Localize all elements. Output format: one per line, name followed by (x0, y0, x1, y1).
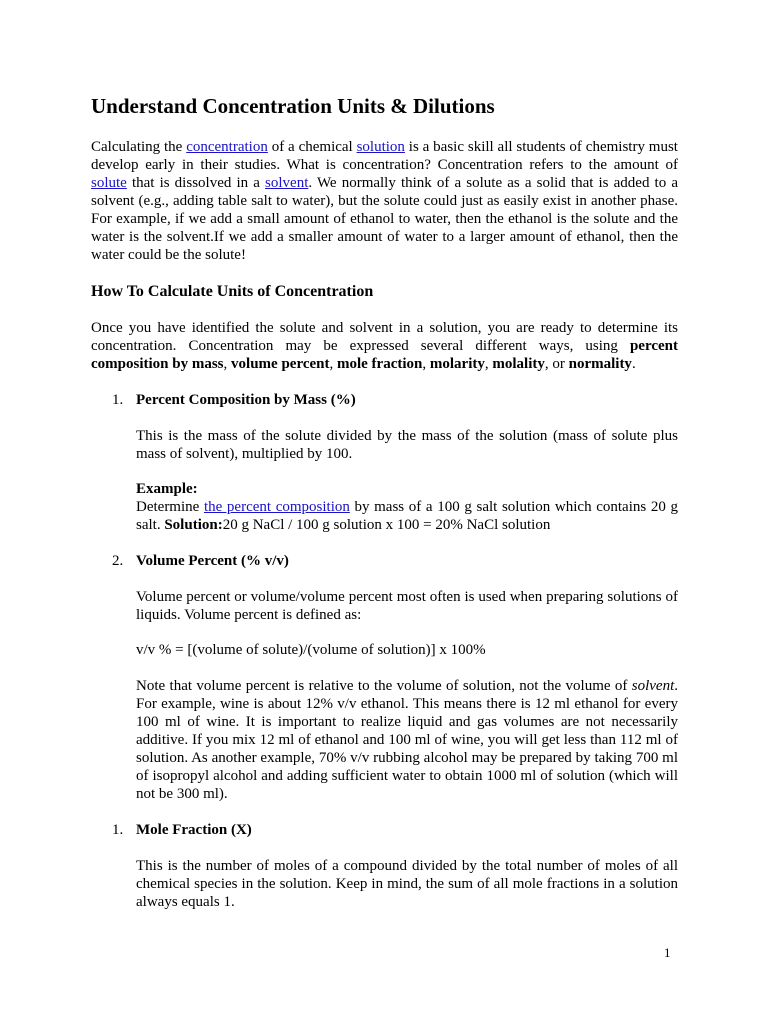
percent-composition-link[interactable]: the percent composition (203, 499, 350, 515)
intro-text-3: is a basic skill all students of chemistry must develop early in their studies. What is concentration? Concentration refers to the amount of (91, 139, 678, 173)
overview-text: Once you have identified the solute and solvent in a solution, you are ready to determine its concentration. Concentration may be expressed several different ways, using (91, 320, 678, 354)
example-text-2: by mass of a 100 g salt solution which contains 20 g salt. (136, 499, 678, 533)
solution-link[interactable]: solution (356, 139, 405, 155)
item3-description: This is the number of moles of a compound divided by the total number of moles of all chemical species in the solution. Keep in mind, the sum of all mole fractions in a solution always equals 1. (136, 858, 678, 910)
intro-text-1: Calculating the (91, 139, 187, 155)
separator: , (223, 356, 232, 372)
item-heading-mole-fraction: Mole Fraction (X) (136, 822, 252, 838)
list-number-1: 1. (112, 392, 124, 408)
separator: , (422, 356, 430, 372)
separator: , (484, 356, 493, 372)
separator: , (329, 356, 337, 372)
page-number: 1 (664, 945, 671, 960)
intro-text-5: . We normally think of a solute as a solid that is added to a solvent (e.g., adding table salt to water), but the solute could just as easily exist in another phase. For example, if we add a small amount of ethanol to water, then the ethanol is the solute and the water is the solvent.If we add a smaller amount of water to a larger amount of ethanol, then the water could be the solute! (91, 175, 679, 263)
note-text-1: Note that volume percent is relative to the volume of solution, not the volume of (136, 678, 632, 694)
solution-label: Solution: (164, 517, 223, 533)
note-text-2: . For example, wine is about 12% v/v ethanol. This means there is 12 ml ethanol for every 100 ml of wine. It is important to realize liquid and gas volumes are not necessarily additive. If you mix 12 ml of ethanol and 100 ml of wine, you will get less than 112 ml of solution. As another example, 70% v/v rubbing alcohol may be prepared by taking 700 ml of isopropyl alcohol and adding sufficient water to obtain 1000 ml of solution (which will not be 300 ml). (136, 678, 678, 802)
section-heading: How To Calculate Units of Concentration (91, 283, 374, 300)
solvent-link[interactable]: solvent (265, 175, 309, 191)
list-number-3: 1. (112, 822, 124, 838)
separator: , or (544, 356, 569, 372)
example-label: Example: (136, 481, 198, 497)
term-volume-percent: volume percent (231, 356, 330, 372)
term-mole-fraction: mole fraction (336, 356, 423, 372)
term-molarity: molarity (429, 356, 485, 372)
volume-percent-formula: v/v % = [(volume of solute)/(volume of solution)] x 100% (136, 642, 486, 658)
intro-paragraph (91, 138, 678, 264)
page-title: Understand Concentration Units & Dilutions (91, 94, 495, 118)
item-heading-volume-percent: Volume Percent (% v/v) (136, 553, 289, 569)
item2-note (136, 677, 678, 803)
overview-paragraph (91, 319, 678, 373)
term-percent-composition: percent composition by mass (91, 338, 678, 372)
item-heading-percent-mass: Percent Composition by Mass (%) (136, 392, 356, 408)
intro-text-2: of a chemical (267, 139, 357, 155)
example-text-1: Determine (136, 499, 204, 515)
intro-text-4: that is dissolved in a (126, 175, 266, 191)
note-emphasis-solvent: solvent (631, 678, 675, 694)
item1-example (136, 480, 678, 534)
list-number-2: 2. (112, 553, 124, 569)
item1-description: This is the mass of the solute divided by the mass of the solution (mass of solute plus mass of solvent), multiplied by 100. (136, 428, 678, 462)
term-normality: normality (568, 356, 632, 372)
separator: . (631, 356, 636, 372)
concentration-link[interactable]: concentration (186, 139, 268, 155)
term-molality: molality (492, 356, 545, 372)
solute-link[interactable]: solute (91, 175, 127, 191)
item2-description: Volume percent or volume/volume percent most often is used when preparing solutions of liquids. Volume percent is defined as: (136, 589, 678, 623)
example-text-3: 20 g NaCl / 100 g solution x 100 = 20% NaCl solution (222, 517, 551, 533)
